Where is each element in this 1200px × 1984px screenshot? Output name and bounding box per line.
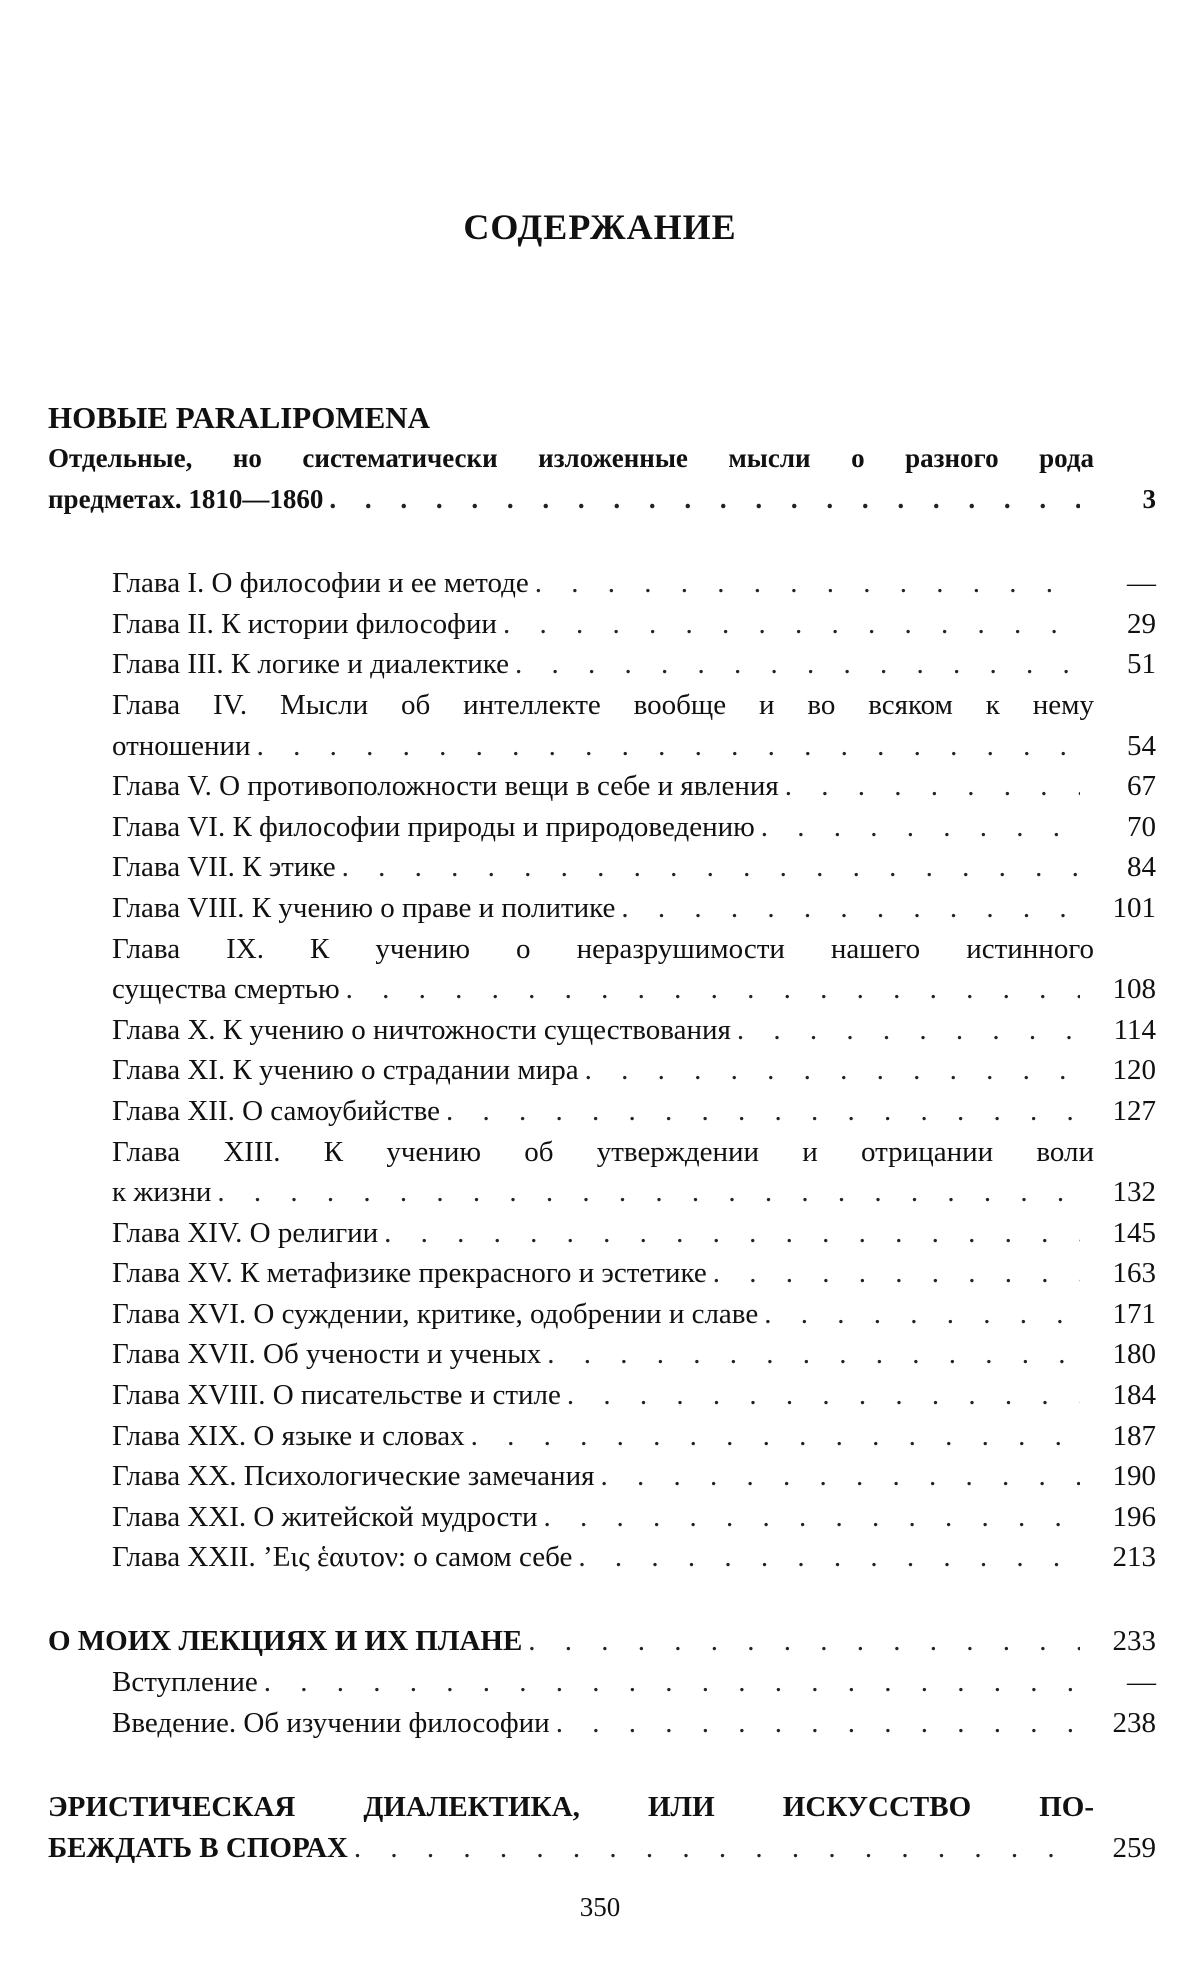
toc-entry-title: Глава XXI. О житейской мудрости	[112, 1500, 538, 1533]
part3-heading-line2: БЕЖДАТЬ В СПОРАХ	[48, 1831, 348, 1864]
toc-entry-page: 54	[1127, 729, 1156, 762]
toc-entry	[112, 1703, 1156, 1744]
leader-dots	[556, 1703, 1080, 1744]
toc-entry-page: —	[1127, 567, 1156, 600]
toc-entry	[112, 1253, 1156, 1294]
toc-entry-page: 163	[1112, 1257, 1156, 1290]
table-of-contents	[48, 398, 1156, 1868]
toc-entry	[112, 563, 1156, 604]
toc-entry	[112, 644, 1156, 685]
toc-entry-title: Глава X. К учению о ничтожности существования	[112, 1013, 731, 1046]
toc-entry	[112, 604, 1156, 645]
toc-entry	[112, 1010, 1156, 1051]
toc-entry-title: Глава VI. К философии природы и природоведению	[112, 810, 755, 843]
toc-entry	[112, 1091, 1156, 1132]
leader-dots	[713, 1253, 1080, 1294]
leader-dots	[515, 644, 1080, 685]
toc-entry-page: 196	[1112, 1500, 1156, 1533]
toc-entry-title: Глава XVII. Об учености и ученых	[112, 1338, 542, 1371]
leader-dots	[384, 1213, 1080, 1254]
leader-dots	[600, 1456, 1080, 1497]
toc-entry-page: 108	[1112, 973, 1156, 1006]
toc-entry-page: 127	[1112, 1094, 1156, 1127]
leader-dots	[567, 1375, 1080, 1416]
toc-entry-title: Глава XII. О самоубийстве	[112, 1094, 441, 1127]
toc-entry	[112, 847, 1156, 888]
leader-dots	[737, 1010, 1080, 1051]
leader-dots	[346, 969, 1080, 1010]
toc-entry-title: Глава I. О философии и ее методе	[112, 567, 529, 600]
leader-dots	[585, 1050, 1080, 1091]
toc-entry-title: Глава XIV. О религии	[112, 1216, 379, 1249]
toc-entry-page: 132	[1112, 1176, 1156, 1209]
page-number: 350	[579, 1892, 621, 1922]
toc-entry-page: —	[1127, 1666, 1156, 1699]
toc-entry-page: 84	[1127, 851, 1156, 884]
part1-subtitle-line1: Отдельные, но систематически изложенные мысли о разного рода	[48, 443, 1094, 473]
toc-entry	[112, 1294, 1156, 1335]
toc-entry-title: Глава XVI. О суждении, критике, одобрении и славе	[112, 1297, 759, 1330]
toc-entry-title-line1: Глава XIII. К учению об утверждении и отрицании воли	[112, 1135, 1094, 1168]
leader-dots	[528, 1621, 1080, 1662]
toc-entry-page: 120	[1112, 1054, 1156, 1087]
leader-dots	[342, 847, 1080, 888]
leader-dots	[471, 1416, 1080, 1457]
leader-dots	[217, 1172, 1080, 1213]
toc-entry-title: Глава XV. К метафизике прекрасного и эстетике	[112, 1257, 707, 1290]
toc-entry-title: Глава V. О противоположности вещи в себе и явления	[112, 770, 779, 803]
part1-subtitle-line2: предметах. 1810—1860	[48, 483, 324, 514]
toc-entry-page: 29	[1127, 607, 1156, 640]
toc-entry-page: 187	[1112, 1419, 1156, 1452]
toc-entry	[112, 1132, 1156, 1213]
toc-entry-title: Глава XI. К учению о страдании мира	[112, 1054, 579, 1087]
toc-entry-title: Вступление	[112, 1666, 258, 1699]
leader-dots	[503, 604, 1080, 645]
page-title: СОДЕРЖАНИЕ	[463, 207, 737, 247]
leader-dots	[785, 766, 1080, 807]
toc-entry	[112, 1537, 1156, 1578]
toc-entry-page: 70	[1127, 810, 1156, 843]
toc-entry-page: 238	[1112, 1706, 1156, 1739]
leader-dots	[761, 807, 1080, 848]
toc-entry-page: 101	[1112, 891, 1156, 924]
leader-dots	[446, 1091, 1080, 1132]
toc-entry-title: Глава XX. Психологические замечания	[112, 1460, 595, 1493]
toc-entry	[112, 1456, 1156, 1497]
part1-heading: НОВЫЕ PARALIPOMENA	[48, 400, 431, 435]
leader-dots	[764, 1294, 1080, 1335]
toc-entry	[112, 685, 1156, 766]
toc-entry-page: 184	[1112, 1379, 1156, 1412]
toc-entry-title: Введение. Об изучении философии	[112, 1706, 550, 1739]
toc-entry	[112, 888, 1156, 929]
leader-dots	[264, 1662, 1080, 1703]
part2-entry	[48, 1622, 1156, 1662]
toc-entry	[112, 1497, 1156, 1538]
part2-heading: О МОИХ ЛЕКЦИЯХ И ИХ ПЛАНЕ	[48, 1625, 523, 1658]
toc-entry-page: 213	[1112, 1541, 1156, 1574]
part1-chapters	[48, 563, 1156, 1578]
toc-entry	[112, 766, 1156, 807]
toc-entry	[112, 1050, 1156, 1091]
toc-entry	[112, 807, 1156, 848]
toc-entry-title: Глава III. К логике и диалектике	[112, 648, 509, 681]
toc-entry-title: Глава XIX. О языке и словах	[112, 1419, 465, 1452]
toc-entry-title-line1: Глава IX. К учению о неразрушимости нашего истинного	[112, 932, 1094, 965]
toc-entry-title: Глава VIII. К учению о праве и политике	[112, 891, 616, 924]
toc-entry-title-line2: отношении	[112, 729, 251, 762]
leader-dots	[354, 1828, 1080, 1869]
toc-entry-page: 51	[1127, 648, 1156, 681]
toc-entry-title-line2: существа смертью	[112, 973, 340, 1006]
toc-entry-title: Глава II. К истории философии	[112, 607, 497, 640]
toc-entry	[112, 929, 1156, 1010]
toc-entry-page: 67	[1127, 770, 1156, 803]
toc-entry-title-line2: к жизни	[112, 1176, 212, 1209]
part3-page: 259	[1112, 1831, 1156, 1864]
toc-entry-page: 114	[1113, 1013, 1156, 1046]
toc-entry	[112, 1416, 1156, 1457]
leader-dots	[578, 1537, 1080, 1578]
toc-entry	[112, 1375, 1156, 1416]
part2-items	[48, 1662, 1156, 1743]
part2-page: 233	[1112, 1625, 1156, 1658]
toc-entry-title: Глава XVIII. О писательстве и стиле	[112, 1379, 561, 1412]
leader-dots	[535, 563, 1080, 604]
part1-subtitle-entry	[48, 438, 1156, 519]
toc-entry-title: Глава XXII. ’Εις ἑαυτον: о самом себе	[112, 1541, 573, 1574]
toc-entry-page: 145	[1112, 1216, 1156, 1249]
leader-dots	[329, 479, 1080, 520]
toc-entry	[112, 1662, 1156, 1703]
toc-entry-title-line1: Глава IV. Мысли об интеллекте вообще и во всяком к нему	[112, 688, 1094, 721]
part3-heading-line1: ЭРИСТИЧЕСКАЯ ДИАЛЕКТИКА, ИЛИ ИСКУССТВО ПО-	[48, 1791, 1094, 1824]
toc-entry-page: 180	[1112, 1338, 1156, 1371]
toc-entry-page: 171	[1112, 1297, 1156, 1330]
toc-entry-page: 190	[1112, 1460, 1156, 1493]
toc-entry	[112, 1213, 1156, 1254]
leader-dots	[257, 726, 1080, 767]
part1-subtitle-page: 3	[1142, 483, 1156, 514]
toc-entry	[112, 1334, 1156, 1375]
leader-dots	[544, 1497, 1080, 1538]
leader-dots	[547, 1334, 1080, 1375]
part3-entry	[48, 1787, 1156, 1868]
leader-dots	[621, 888, 1080, 929]
toc-entry-title: Глава VII. К этике	[112, 851, 336, 884]
